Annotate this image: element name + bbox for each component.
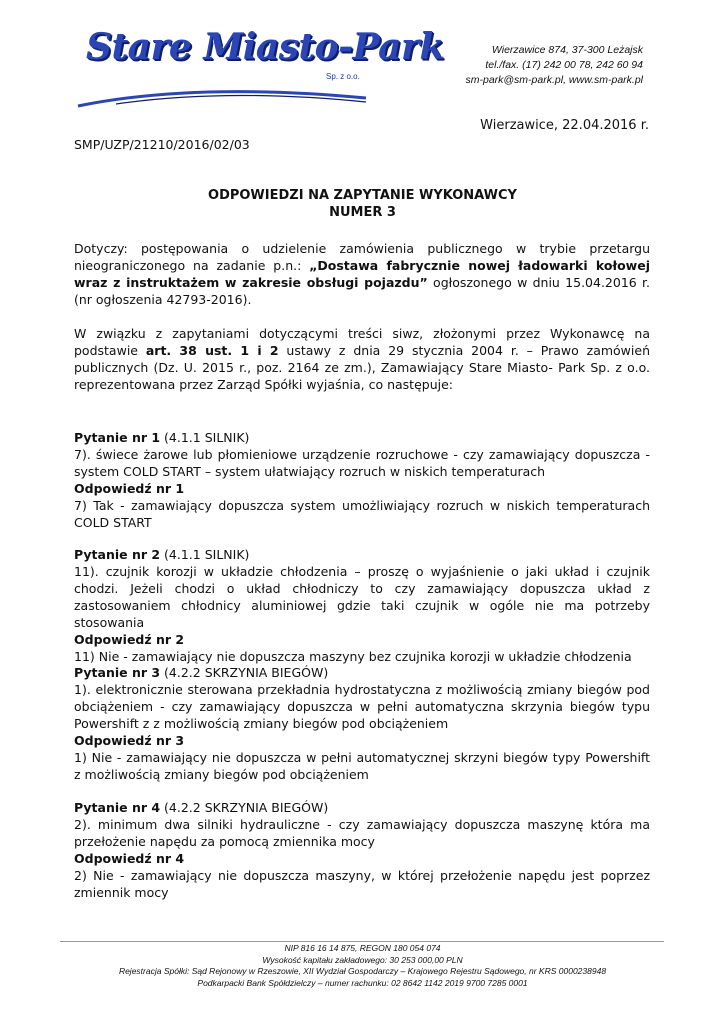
company-phone: tel./fax. (17) 242 00 78, 242 60 94 <box>485 59 643 71</box>
company-address: Wierzawice 874, 37-300 Leżajsk <box>491 44 643 56</box>
question-label: Pytanie nr 1 <box>74 430 161 445</box>
company-logo <box>76 26 444 108</box>
footer-tax-ids: NIP 816 16 14 875, REGON 180 054 074 <box>284 943 441 953</box>
legal-text-end: ustawy z dnia 29 stycznia 2004 r. – Prawo zamówień publicznych (Dz. U. 2015 r., poz. 2164 ze zm.), Zamawiający Stare Miasto- Park Sp. z o.o. reprezentowana przez Zarząd Spółki wyjaśnia, co następuje: <box>74 343 650 392</box>
document-subtitle: NUMER 3 <box>329 205 396 220</box>
contract-name: „Dostawa fabrycznie nowej ładowarki kołowej wraz z instruktażem w zakresie obsługi pojazdu” <box>74 258 650 290</box>
question-text: 7). świece żarowe lub płomieniowe urządzenie rozruchowe - czy zamawiający dopuszcza - system COLD START – system ułatwiający rozruch w niskich temperaturach <box>74 447 650 479</box>
intro-text: Dotyczy: postępowania o udzielenie zamówienia publicznego w trybie przetargu nieograniczonego na zadanie p.n.: <box>74 241 650 273</box>
qa-item <box>74 546 650 665</box>
company-contact-block <box>465 43 643 88</box>
question-text: 1). elektronicznie sterowana przekładnia hydrostatyczna z możliwością zmiany biegów pod obciążeniem - czy zamawiający dopuszcza w pełni automatyczna skrzynia biegów typu Powershift z z możliwością zmiany biegów pod obciążeniem <box>74 682 650 731</box>
intro-paragraph <box>74 240 650 308</box>
legal-text: W związku z zapytaniami dotyczącymi treści siwz, złożonymi przez Wykonawcę na podstawie <box>74 326 650 358</box>
question-section: (4.1.1 SILNIK) <box>160 547 250 562</box>
document-date: Wierzawice, 22.04.2016 r. <box>480 118 649 133</box>
footer-divider <box>60 941 664 942</box>
question-label: Pytanie nr 3 <box>74 665 161 680</box>
qa-item <box>74 799 650 901</box>
qa-item <box>74 664 650 783</box>
answer-text: 2) Nie - zamawiający nie dopuszcza maszyny, w której przełożenie napędu jest poprzez zmiennik mocy <box>74 868 650 900</box>
question-label: Pytanie nr 2 <box>74 547 161 562</box>
legal-basis-paragraph <box>74 325 650 393</box>
logo-suffix: Sp. z o.o. <box>326 72 360 81</box>
footer-registration: Rejestracja Spółki: Sąd Rejonowy w Rzeszowie, XII Wydział Gospodarczy – Krajowego Rejestru Sądowego, nr KRS 0000238948 <box>118 966 607 976</box>
answer-label: Odpowiedź nr 4 <box>74 851 185 866</box>
question-text: 2). minimum dwa silniki hydrauliczne - czy zamawiający dopuszcza maszynę która ma przełożenie napędu za pomocą zmiennika mocy <box>74 817 650 849</box>
answer-text: 7) Tak - zamawiający dopuszcza system umożliwiający rozruch w niskich temperaturach COLD START <box>74 498 650 530</box>
question-section: (4.2.2 SKRZYNIA BIEGÓW) <box>160 800 329 815</box>
question-label: Pytanie nr 4 <box>74 800 161 815</box>
answer-text: 11) Nie - zamawiający nie dopuszcza maszyny bez czujnika korozji w układzie chłodzenia <box>74 649 632 664</box>
logo-wordmark: Stare Miasto-Park <box>86 26 444 68</box>
answer-label: Odpowiedź nr 2 <box>74 632 185 647</box>
footer <box>0 943 725 989</box>
question-text: 11). czujnik korozji w układzie chłodzenia – proszę o wyjaśnienie o jaki układ i czujnik chodzi. Jeżeli chodzi o układ chłodniczy to czy zamawiający dopuszcza układ z zastosowaniem chłodnicy aluminiowej gdzie taki czujnik w ogóle nie ma potrzeby stosowania <box>74 564 650 630</box>
document-reference: SMP/UZP/21210/2016/02/03 <box>74 137 250 152</box>
footer-bank-account: Podkarpacki Bank Spółdzielczy – numer rachunku: 02 8642 1142 2019 9700 7285 0001 <box>197 977 528 988</box>
legal-article: art. 38 ust. 1 i 2 <box>145 343 279 358</box>
logo-swoosh-icon <box>76 78 368 108</box>
document-title: ODPOWIEDZI NA ZAPYTANIE WYKONAWCY <box>208 188 517 203</box>
answer-label: Odpowiedź nr 3 <box>74 733 185 748</box>
answer-text: 1) Nie - zamawiający nie dopuszcza w pełni automatycznej skrzyni biegów typy Powershift z możliwością zmiany biegów pod obciążeniem <box>74 750 650 782</box>
answer-label: Odpowiedź nr 1 <box>74 481 185 496</box>
footer-capital: Wysokość kapitału zakładowego: 30 253 000,00 PLN <box>262 954 463 965</box>
intro-text-end: ogłoszonego w dniu 15.04.2016 r. (nr ogłoszenia 42793-2016). <box>74 275 651 307</box>
question-section: (4.2.2 SKRZYNIA BIEGÓW) <box>160 665 329 680</box>
company-email-web: sm-park@sm-park.pl, www.sm-park.pl <box>465 74 643 86</box>
question-section: (4.1.1 SILNIK) <box>160 430 250 445</box>
qa-item <box>74 429 650 531</box>
